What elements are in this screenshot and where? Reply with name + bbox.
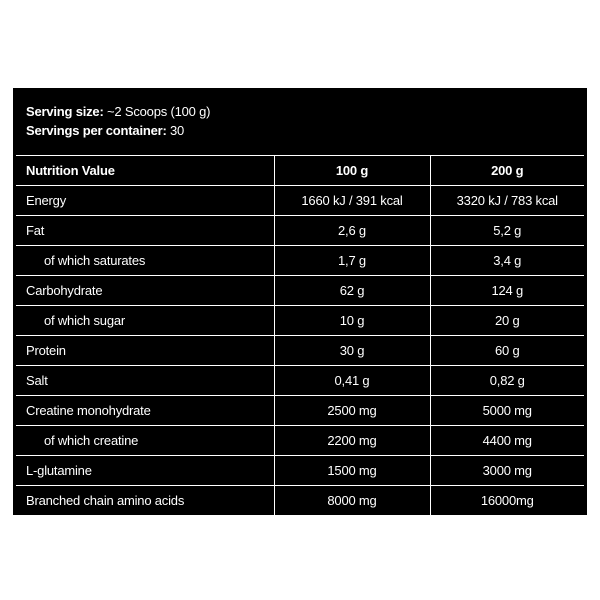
table-row [16,426,584,456]
value-100g: 2500 mg [274,396,430,426]
value-100g: 62 g [274,276,430,306]
nutrient-name: Fat [16,216,274,246]
nutrition-panel [13,88,587,515]
header-row [16,156,584,186]
nutrient-name: L-glutamine [16,456,274,486]
value-100g: 8000 mg [274,486,430,516]
header-nutrition-value: Nutrition Value [16,156,274,186]
nutrient-name: of which sugar [16,306,274,336]
serving-size-value: ~2 Scoops (100 g) [107,104,211,119]
value-200g: 5000 mg [430,396,584,426]
value-100g: 1500 mg [274,456,430,486]
value-200g: 5,2 g [430,216,584,246]
value-200g: 3320 kJ / 783 kcal [430,186,584,216]
nutrient-name: of which creatine [16,426,274,456]
value-200g: 0,82 g [430,366,584,396]
servings-per-container-label: Servings per container: [26,123,167,138]
nutrient-name: of which saturates [16,246,274,276]
value-200g: 16000mg [430,486,584,516]
value-200g: 124 g [430,276,584,306]
table-row [16,336,584,366]
nutrient-name: Branched chain amino acids [16,486,274,516]
header-200g: 200 g [430,156,584,186]
value-100g: 30 g [274,336,430,366]
serving-size [26,102,584,121]
nutrient-name: Salt [16,366,274,396]
table-row [16,276,584,306]
servings-per-container [26,121,584,140]
servings-per-container-value: 30 [170,123,185,138]
value-200g: 3000 mg [430,456,584,486]
table-row [16,456,584,486]
value-200g: 4400 mg [430,426,584,456]
nutrient-name: Creatine monohydrate [16,396,274,426]
table-row [16,306,584,336]
table-row [16,216,584,246]
table-row [16,486,584,516]
value-100g: 2200 mg [274,426,430,456]
value-200g: 3,4 g [430,246,584,276]
nutrient-name: Carbohydrate [16,276,274,306]
serving-size-label: Serving size: [26,104,104,119]
value-100g: 0,41 g [274,366,430,396]
value-100g: 1660 kJ / 391 kcal [274,186,430,216]
table-row [16,246,584,276]
nutrient-name: Protein [16,336,274,366]
value-200g: 60 g [430,336,584,366]
value-200g: 20 g [430,306,584,336]
nutrient-name: Energy [16,186,274,216]
value-100g: 2,6 g [274,216,430,246]
value-100g: 1,7 g [274,246,430,276]
serving-info [16,91,584,155]
nutrition-table [16,155,584,515]
table-row [16,366,584,396]
table-row [16,396,584,426]
value-100g: 10 g [274,306,430,336]
header-100g: 100 g [274,156,430,186]
table-row [16,186,584,216]
